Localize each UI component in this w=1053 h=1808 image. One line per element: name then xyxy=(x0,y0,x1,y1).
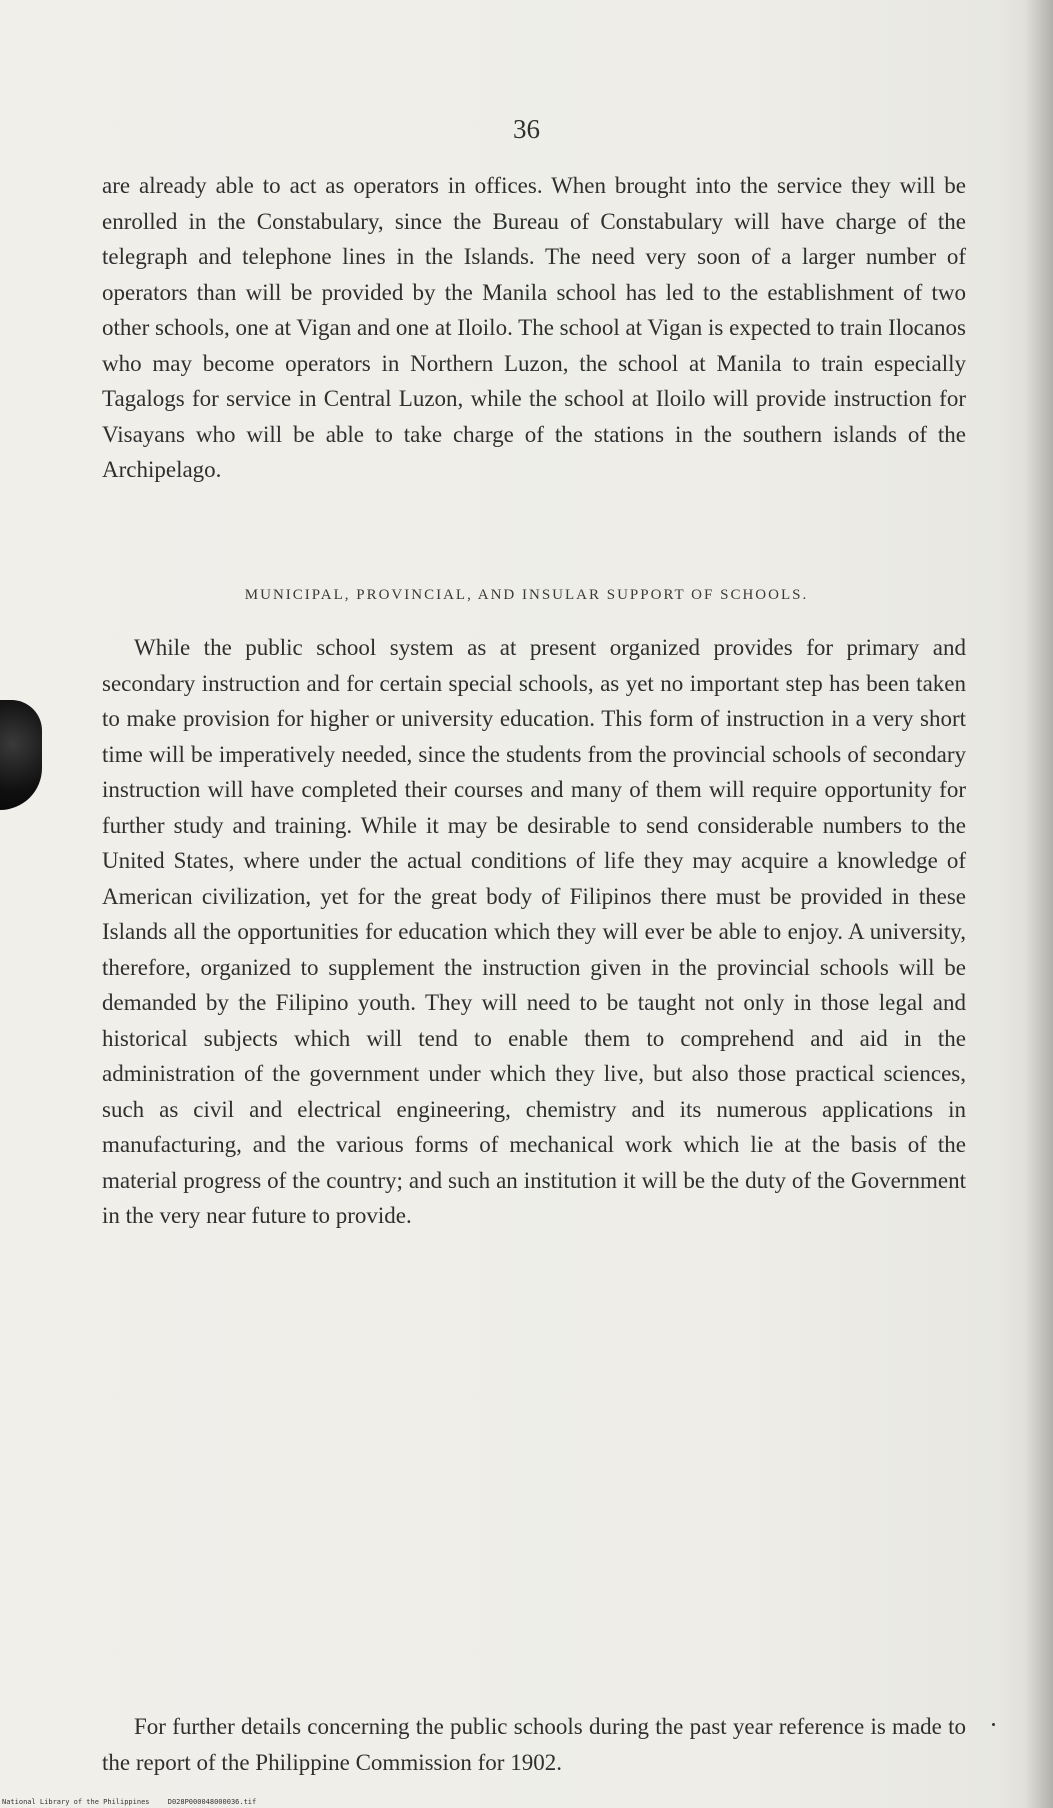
binding-mark xyxy=(0,700,42,810)
paragraph-university: While the public school system as at present organized provides for primary and secondary instruction and for certain special schools, as yet no important step has been taken to make provision for higher or university education. This form of instruction in a very short time will be imperatively needed, since the students from the provincial schools of secondary instruction will have completed their courses and many of them will require opportunity for further study and training. While it may be desirable to send considerable numbers to the United States, where under the actual conditions of life they may acquire a knowledge of American civilization, yet for the great body of Filipinos there must be provided in these Islands all the opportunities for education which they will ever be able to enjoy. A university, therefore, organized to supplement the instruction given in the provincial schools will be demanded by the Filipino youth. They will need to be taught not only in those legal and historical subjects which will tend to enable them to comprehend and aid in the administration of the government under which they live, but also those practical sciences, such as civil and electrical engineering, chemistry and its numerous applications in manufacturing, and the various forms of mechanical work which lie at the basis of the material progress of the country; and such an institution it will be the duty of the Government in the very near future to provide. xyxy=(102,635,966,1228)
section-heading: MUNICIPAL, PROVINCIAL, AND INSULAR SUPPORT OF SCHOOLS. xyxy=(244,587,809,603)
scan-footer xyxy=(2,1798,270,1806)
footer-file: D028P000048000036.tif xyxy=(167,1798,257,1806)
ink-speck xyxy=(992,1723,995,1726)
footer-library: National Library of the Philippines xyxy=(2,1798,150,1806)
paragraph-further-details: For further details concerning the public schools during the past year reference is made to the report of the Philippine Commission for 1902. xyxy=(102,1714,966,1775)
page-number: 36 xyxy=(513,114,540,144)
paragraph-operators: are already able to act as operators in offices. When brought into the service they will be enrolled in the Constabulary, since the Bureau of Constabulary will have charge of the telegraph and telephone lines in the Islands. The need very soon of a larger number of operators than will be provided by the Manila school has led to the establishment of two other schools, one at Vigan and one at Iloilo. The school at Vigan is expected to train Ilocanos who may become operators in Northern Luzon, the school at Manila to train especially Tagalogs for service in Central Luzon, while the school at Iloilo will provide instruction for Visayans who will be able to take charge of the stations in the southern islands of the Archipelago. xyxy=(102,173,966,482)
page-edge-shadow xyxy=(1025,0,1053,1808)
